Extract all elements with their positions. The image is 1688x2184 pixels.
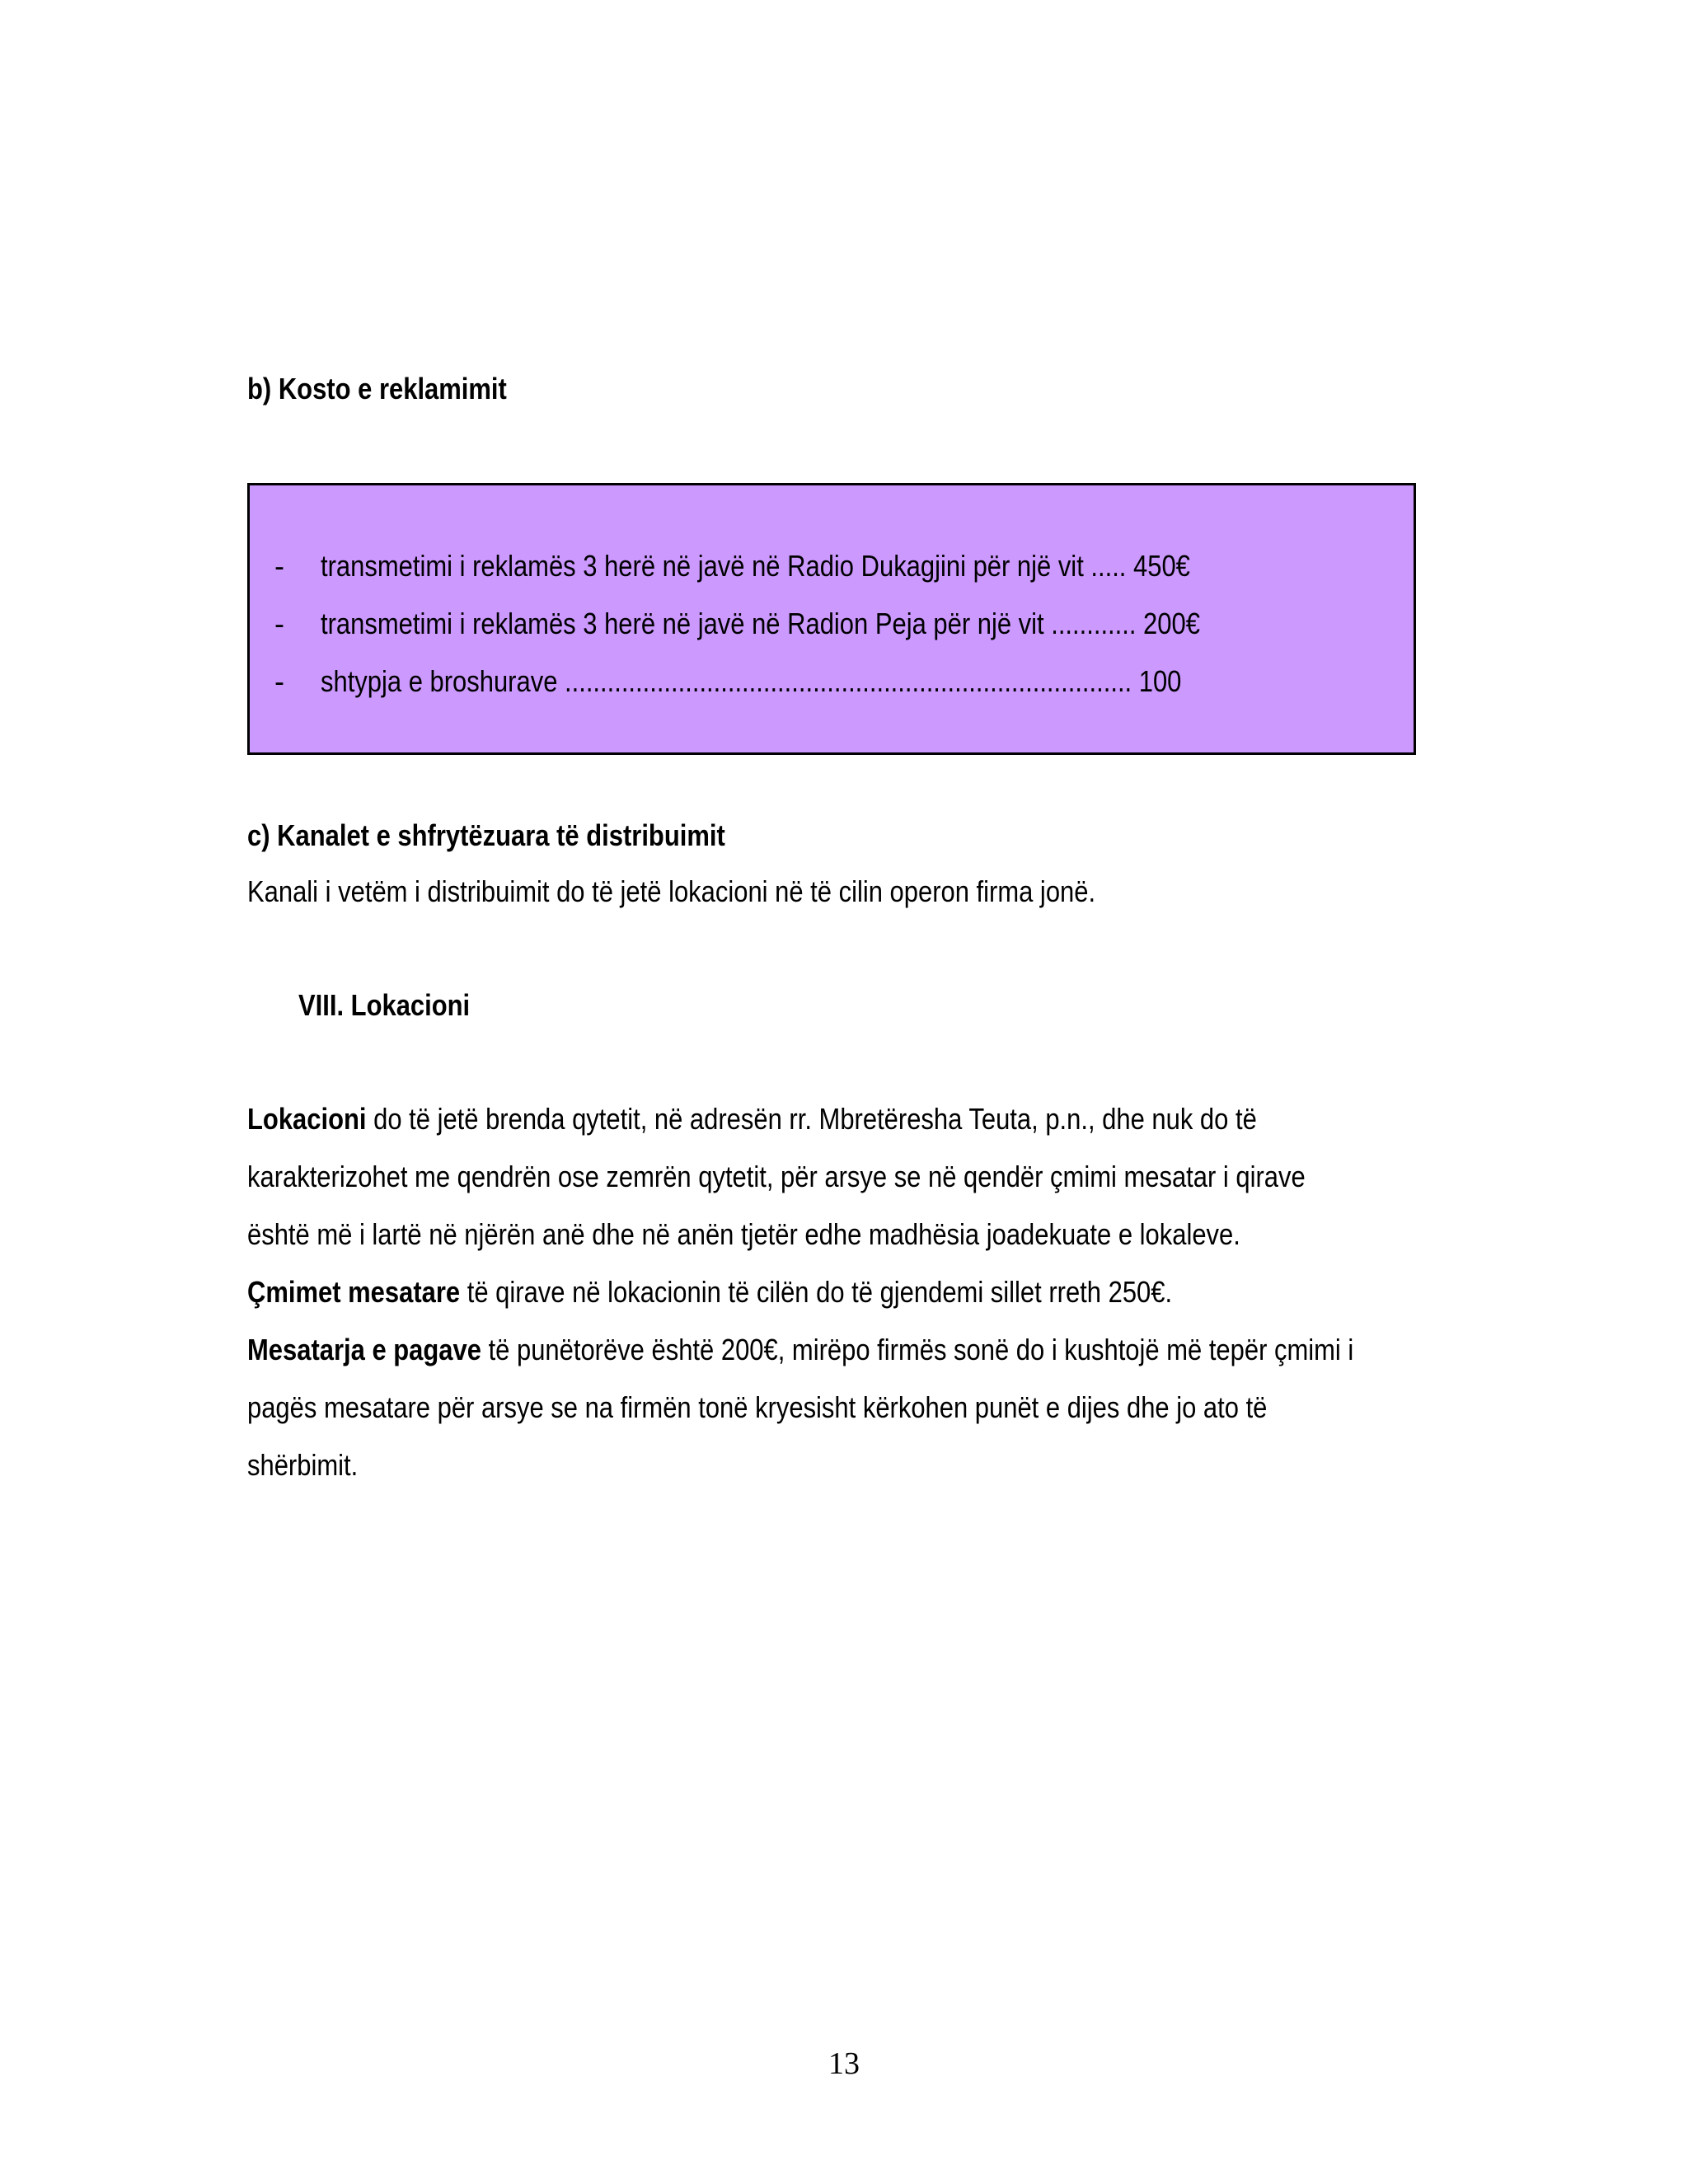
paragraph-line: shërbimit. — [247, 1448, 359, 1482]
cost-item-text: transmetimi i reklamës 3 herë në javë në Radio Dukagjini për një vit ..... 450€ — [321, 549, 1190, 583]
page-number: 13 — [828, 2046, 860, 2081]
cost-item-text: shtypja e broshurave ................................................................................ 100 — [321, 664, 1182, 698]
bold-term: Çmimet mesatare — [247, 1275, 461, 1309]
section-c-body: Kanali i vetëm i distribuimit do të jetë lokacioni në të cilin operon firma jonë. — [247, 874, 1096, 908]
paragraph-line: pagës mesatare për arsye se na firmën tonë kryesisht kërkohen punët e dijes dhe jo ato të — [247, 1390, 1268, 1424]
section-c-heading: c) Kanalet e shfrytëzuara të distribuimit — [247, 818, 725, 852]
list-dash: - — [274, 664, 284, 698]
paragraph-line — [247, 1101, 1257, 1137]
section-b-heading: b) Kosto e reklamimit — [247, 372, 507, 405]
paragraph-text: të qirave në lokacionin të cilën do të gjendemi sillet rreth 250€. — [460, 1275, 1173, 1309]
bold-term: Mesatarja e pagave — [247, 1333, 481, 1366]
paragraph-line: karakterizohet me qendrën ose zemrën qytetit, për arsye se në qendër çmimi mesatar i qirave — [247, 1160, 1306, 1193]
advertising-cost-box — [247, 483, 1416, 755]
cost-item-text: transmetimi i reklamës 3 herë në javë në Radion Peja për një vit ............ 200€ — [321, 607, 1200, 640]
paragraph-line — [247, 1332, 1353, 1368]
paragraph-line — [247, 1274, 1172, 1310]
bold-term: Lokacioni — [247, 1102, 367, 1136]
paragraph-text: të punëtorëve është 200€, mirëpo firmës sonë do i kushtojë më tepër çmimi i — [481, 1333, 1354, 1366]
list-dash: - — [274, 549, 284, 583]
list-dash: - — [274, 607, 284, 640]
paragraph-text: do të jetë brenda qytetit, në adresën rr. Mbretëresha Teuta, p.n., dhe nuk do të — [366, 1102, 1257, 1136]
paragraph-line: është më i lartë në njërën anë dhe në anën tjetër edhe madhësia joadekuate e lokaleve. — [247, 1217, 1240, 1251]
section-viii-heading: VIII. Lokacioni — [298, 988, 471, 1022]
